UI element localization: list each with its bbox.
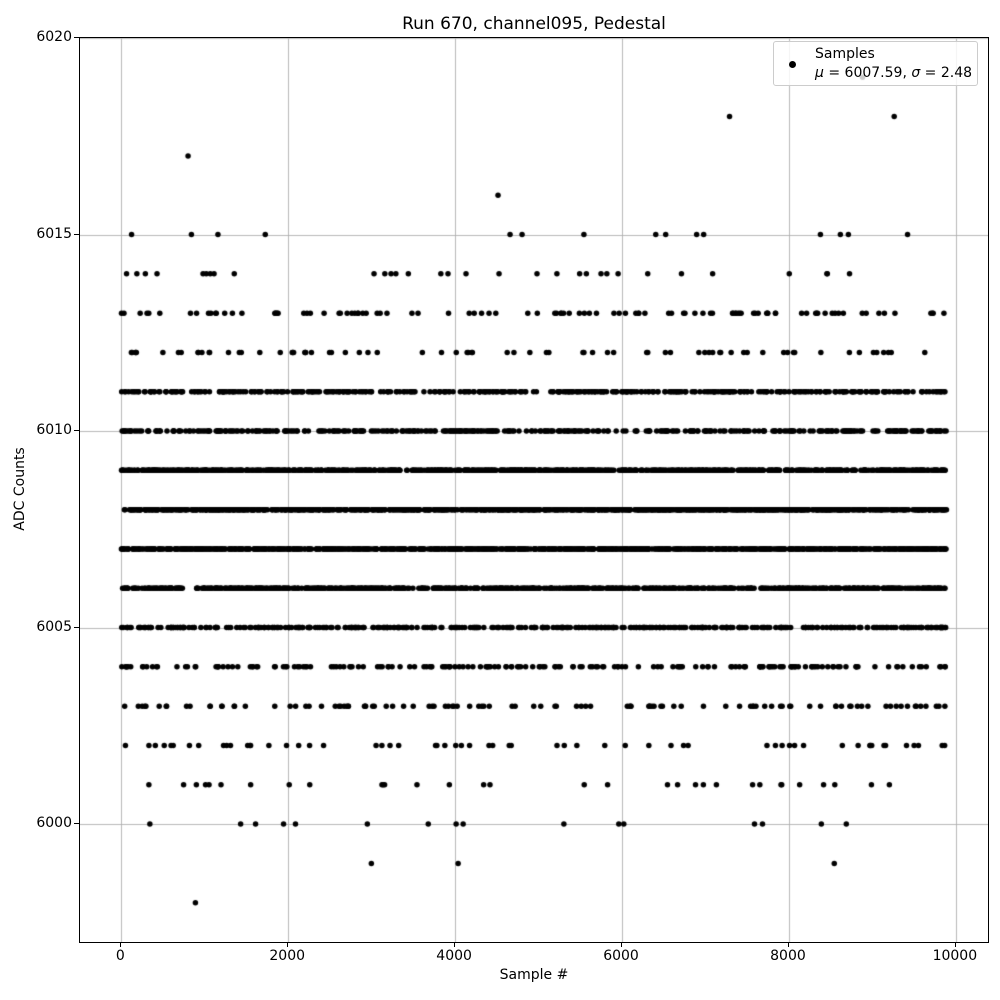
legend-mu-value: = 6007.59, bbox=[823, 65, 912, 81]
y-axis-label: ADC Counts bbox=[12, 447, 28, 531]
legend-sigma-symbol: σ bbox=[911, 65, 921, 81]
legend-sigma-value: = 2.48 bbox=[920, 65, 973, 81]
legend-stats bbox=[815, 64, 972, 83]
y-tick-mark bbox=[74, 430, 79, 431]
y-tick-label: 6015 bbox=[36, 225, 72, 242]
y-tick-label: 6010 bbox=[36, 422, 72, 439]
x-tick-label: 0 bbox=[115, 948, 125, 964]
y-tick-label: 6005 bbox=[36, 618, 72, 635]
y-tick-mark bbox=[74, 823, 79, 824]
y-tick-mark bbox=[74, 37, 79, 38]
plot-area bbox=[79, 37, 989, 943]
chart-title: Run 670, channel095, Pedestal bbox=[402, 14, 666, 34]
x-tick-mark bbox=[621, 942, 622, 947]
x-tick-label: 6000 bbox=[603, 948, 639, 964]
legend-text bbox=[815, 45, 972, 83]
y-tick-label: 6000 bbox=[36, 815, 72, 832]
x-tick-mark bbox=[454, 942, 455, 947]
y-tick-mark bbox=[74, 234, 79, 235]
y-tick-label: 6020 bbox=[36, 29, 72, 45]
x-tick-label: 10000 bbox=[932, 948, 978, 964]
x-tick-mark bbox=[120, 942, 121, 947]
legend bbox=[773, 41, 978, 86]
x-tick-label: 8000 bbox=[770, 948, 806, 964]
y-tick-mark bbox=[74, 627, 79, 628]
x-tick-label: 4000 bbox=[436, 948, 472, 964]
legend-mu-symbol: μ bbox=[815, 65, 824, 81]
x-tick-mark bbox=[287, 942, 288, 947]
x-tick-mark bbox=[788, 942, 789, 947]
scatter-canvas bbox=[80, 38, 988, 942]
legend-sample-marker-icon bbox=[789, 61, 796, 68]
legend-label: Samples bbox=[815, 46, 875, 62]
x-axis-label: Sample # bbox=[499, 967, 569, 983]
x-tick-label: 2000 bbox=[269, 948, 306, 964]
x-tick-mark bbox=[955, 942, 956, 947]
